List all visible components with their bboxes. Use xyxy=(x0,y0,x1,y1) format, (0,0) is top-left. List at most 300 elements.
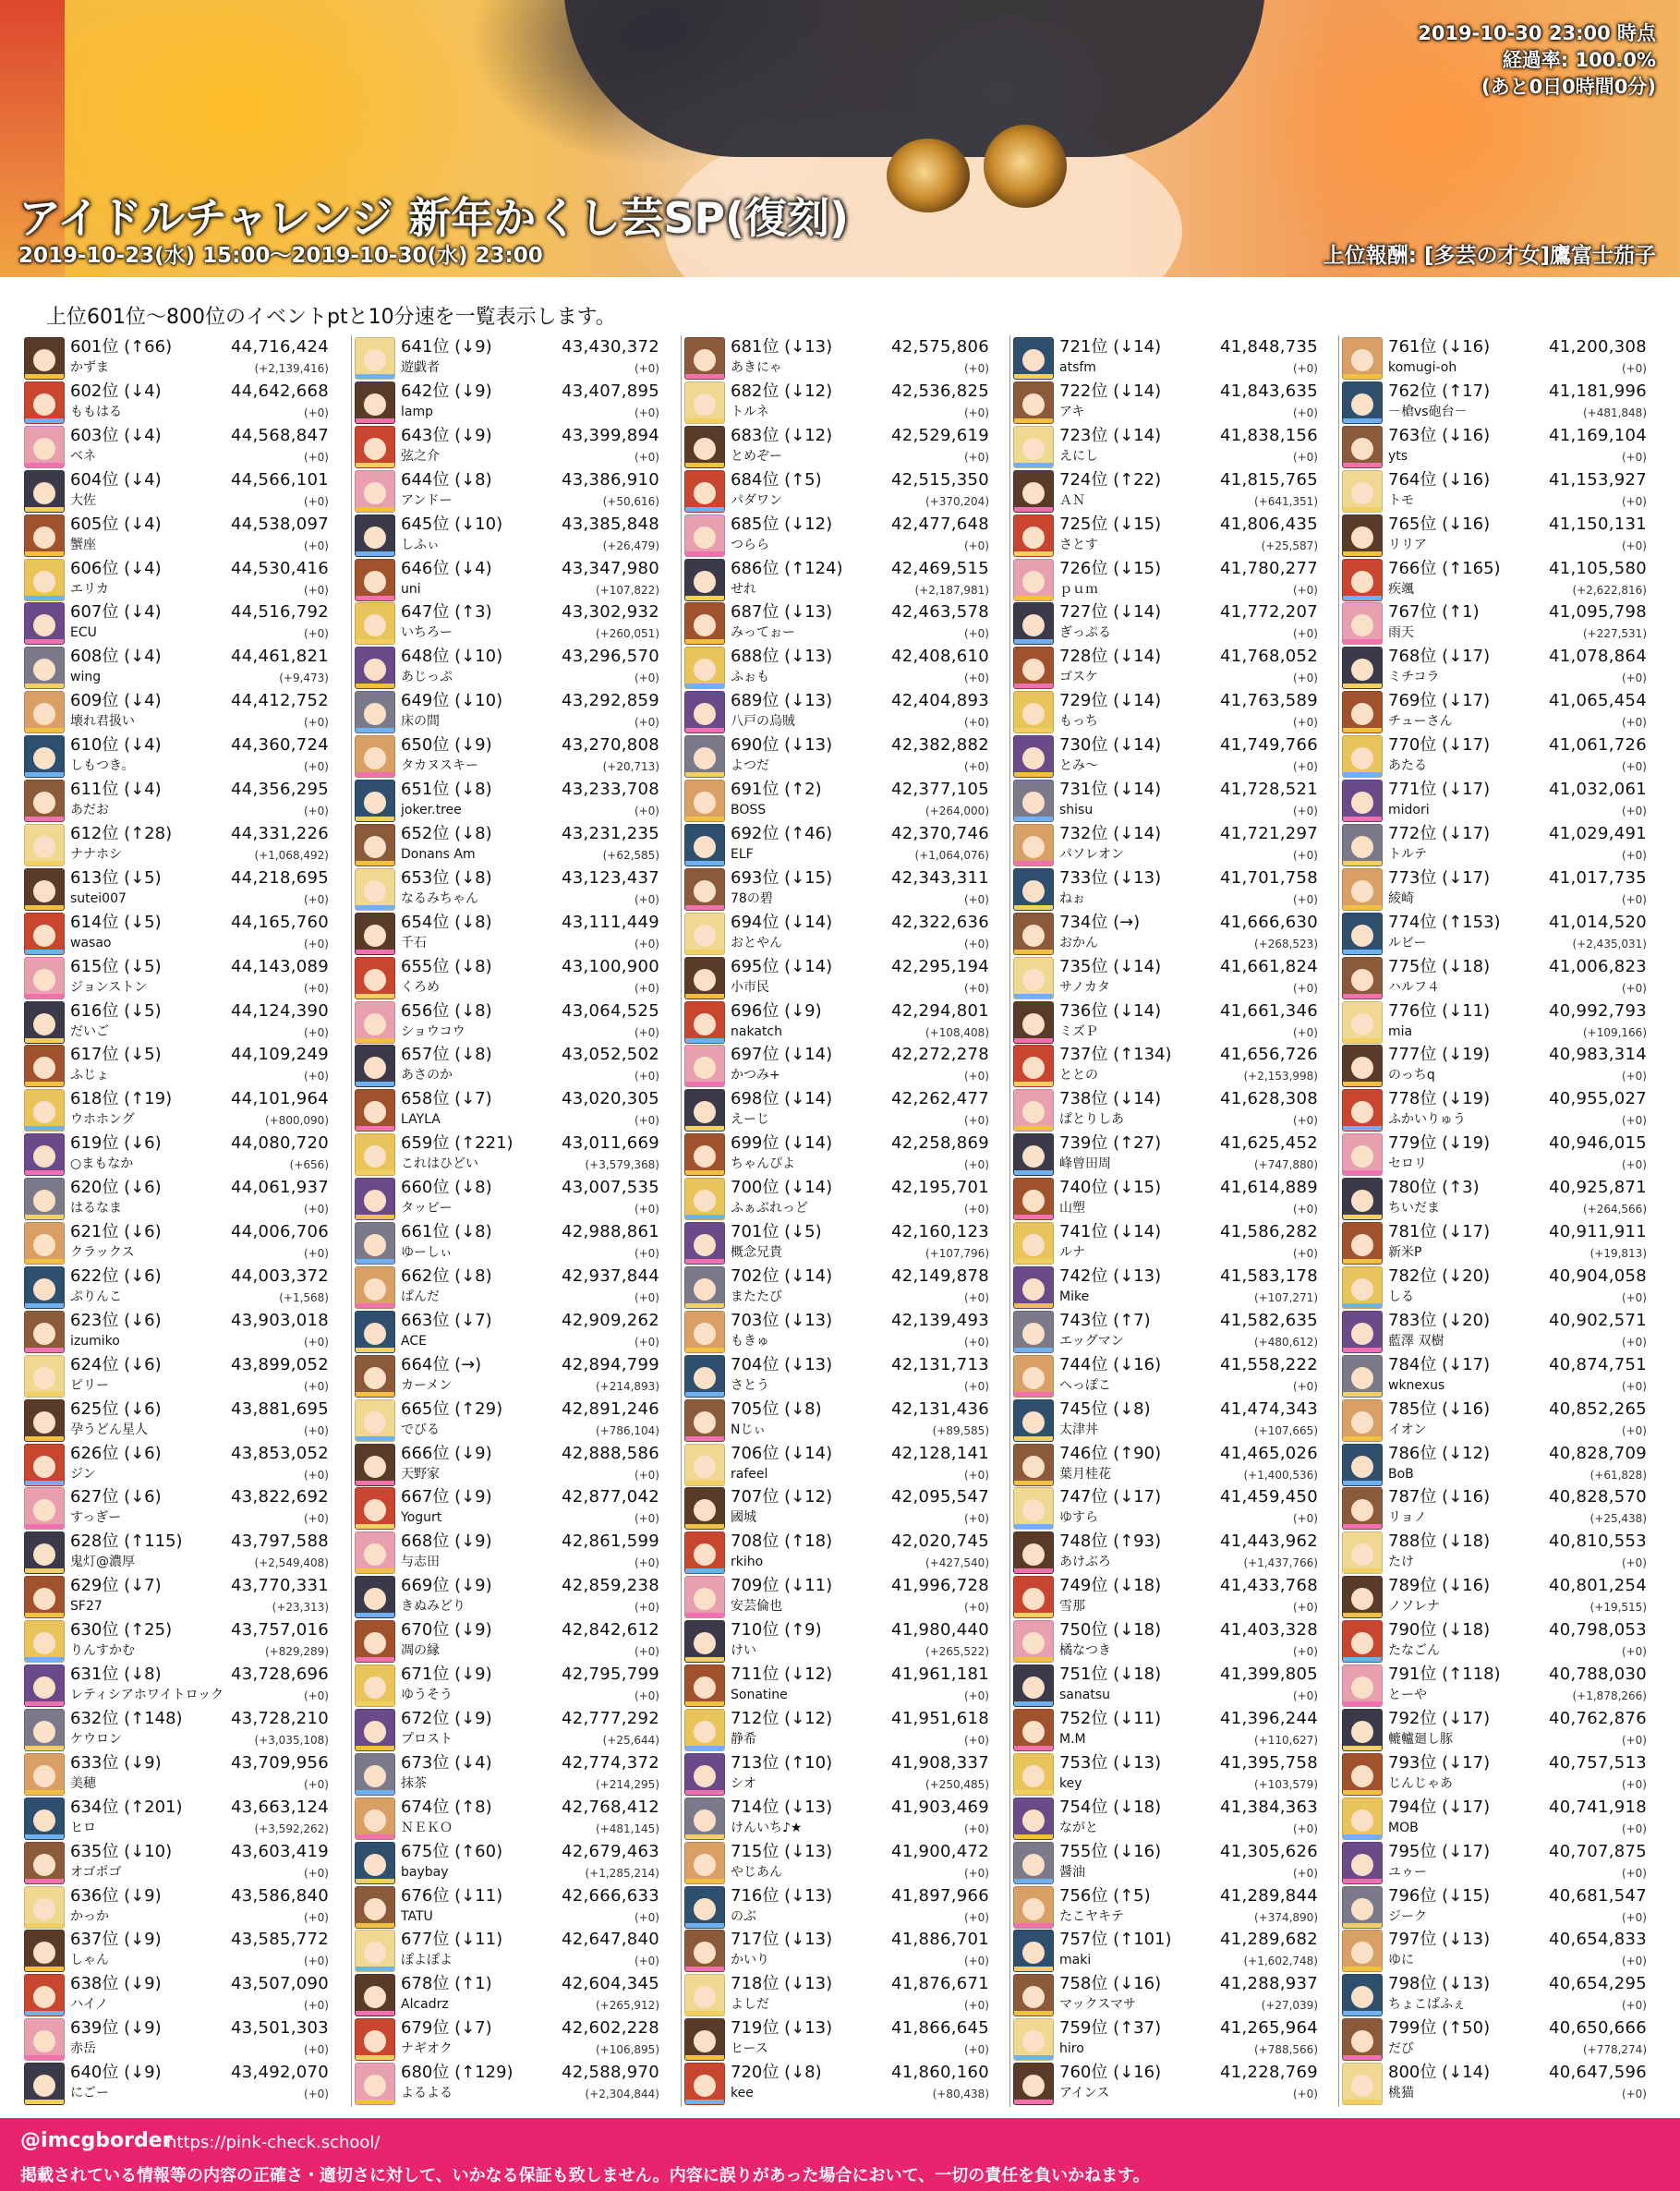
ranking-entry[interactable] xyxy=(20,1796,332,1840)
avatar-rarity-bar xyxy=(1343,1126,1382,1131)
ranking-entry[interactable] xyxy=(351,1574,663,1618)
ranking-entry[interactable] xyxy=(1338,1928,1650,1972)
producer-name: rkiho xyxy=(731,1555,764,1570)
ranking-entry[interactable] xyxy=(1338,1663,1650,1707)
ranking-entry[interactable] xyxy=(1338,1398,1650,1442)
rank-change: 667位 (↓9) xyxy=(401,1487,492,1507)
ranking-entry[interactable] xyxy=(1338,1220,1650,1265)
ranking-entry[interactable] xyxy=(351,1840,663,1884)
ranking-entry[interactable] xyxy=(681,1176,993,1220)
ranking-entry[interactable] xyxy=(20,733,332,778)
ranking-entry[interactable] xyxy=(1338,1442,1650,1486)
ranking-entry[interactable] xyxy=(1338,600,1650,645)
idol-avatar-icon xyxy=(684,780,725,822)
rank-change: 774位 (↑153) xyxy=(1388,912,1501,932)
ranking-entry[interactable] xyxy=(20,645,332,689)
ranking-entry[interactable] xyxy=(351,1132,663,1176)
ranking-entry[interactable] xyxy=(1338,955,1650,999)
ranking-entry[interactable] xyxy=(1338,2016,1650,2061)
ranking-entry[interactable] xyxy=(20,1751,332,1796)
avatar-rarity-bar xyxy=(1343,2011,1382,2015)
ranking-entry[interactable] xyxy=(20,955,332,999)
event-points: 40,992,793 xyxy=(1548,1000,1647,1021)
avatar-rarity-bar xyxy=(1343,817,1382,821)
ranking-entry[interactable] xyxy=(681,1353,993,1398)
ranking-entry[interactable] xyxy=(681,1663,993,1707)
ten-minute-speed: (+0) xyxy=(634,1689,659,1702)
ten-minute-speed: (+0) xyxy=(634,362,659,375)
ranking-entry[interactable] xyxy=(1009,513,1322,557)
ranking-entry[interactable] xyxy=(351,999,663,1044)
ranking-entry[interactable] xyxy=(20,1220,332,1265)
ranking-entry[interactable] xyxy=(20,424,332,468)
avatar-face xyxy=(1351,1234,1373,1256)
avatar-face xyxy=(1022,925,1045,947)
ranking-entry[interactable] xyxy=(1009,2016,1322,2061)
ranking-entry[interactable] xyxy=(1009,1574,1322,1618)
ranking-entry[interactable] xyxy=(1009,645,1322,689)
ranking-entry[interactable] xyxy=(1009,1398,1322,1442)
event-points: 43,903,018 xyxy=(230,1310,329,1330)
ranking-entry[interactable] xyxy=(351,1796,663,1840)
idol-avatar-icon xyxy=(1013,1620,1054,1663)
ranking-entry[interactable] xyxy=(20,1442,332,1486)
producer-name: ちょこぱふぇ xyxy=(1388,1997,1466,2013)
ranking-entry[interactable] xyxy=(681,1220,993,1265)
ranking-entry[interactable] xyxy=(1338,1574,1650,1618)
ranking-entry[interactable] xyxy=(1338,1087,1650,1132)
idol-avatar-icon xyxy=(355,1399,395,1442)
ranking-entry[interactable] xyxy=(681,1928,993,1972)
ranking-entry[interactable] xyxy=(681,2061,993,2105)
avatar-rarity-bar xyxy=(685,950,724,954)
ranking-entry[interactable] xyxy=(20,1265,332,1309)
producer-name: izumiko xyxy=(70,1333,120,1349)
ranking-entry[interactable] xyxy=(351,380,663,424)
ranking-entry[interactable] xyxy=(1009,1840,1322,1884)
avatar-rarity-bar xyxy=(25,950,64,954)
ranking-entry[interactable] xyxy=(351,911,663,955)
ranking-entry[interactable] xyxy=(681,1442,993,1486)
ranking-entry[interactable] xyxy=(20,822,332,866)
ranking-entry[interactable] xyxy=(20,1840,332,1884)
producer-name: 鬼灯@濃厚 xyxy=(70,1555,135,1570)
ranking-entry[interactable] xyxy=(20,1707,332,1751)
avatar-face xyxy=(33,703,55,725)
avatar-rarity-bar xyxy=(685,2055,724,2060)
ranking-entry[interactable] xyxy=(1338,1043,1650,1087)
ranking-entry[interactable] xyxy=(681,1884,993,1929)
avatar-face xyxy=(1351,1145,1373,1168)
avatar-face xyxy=(364,792,386,814)
ranking-entry[interactable] xyxy=(351,1707,663,1751)
rank-change: 727位 (↓14) xyxy=(1059,602,1162,623)
idol-avatar-icon xyxy=(684,1709,725,1751)
ranking-entry[interactable] xyxy=(1338,557,1650,601)
ranking-entry[interactable] xyxy=(351,1928,663,1972)
ranking-entry[interactable] xyxy=(1338,822,1650,866)
rank-change: 665位 (↑29) xyxy=(401,1398,503,1419)
ranking-entry[interactable] xyxy=(1009,1796,1322,1840)
ranking-entry[interactable] xyxy=(1338,380,1650,424)
ranking-entry[interactable] xyxy=(1009,1442,1322,1486)
ranking-entry[interactable] xyxy=(681,999,993,1044)
rank-change: 714位 (↓13) xyxy=(731,1797,833,1817)
ranking-entry[interactable] xyxy=(1009,1132,1322,1176)
ranking-entry[interactable] xyxy=(351,1530,663,1574)
ranking-entry[interactable] xyxy=(1338,733,1650,778)
producer-name: みってぉー xyxy=(731,625,795,641)
ranking-entry[interactable] xyxy=(351,955,663,999)
event-points: 42,774,372 xyxy=(561,1752,659,1773)
ranking-entry[interactable] xyxy=(681,1087,993,1132)
ten-minute-speed: (+9,473) xyxy=(279,672,329,685)
avatar-face xyxy=(694,1145,716,1168)
producer-name: ゆに xyxy=(1388,1953,1414,1968)
event-points: 42,515,350 xyxy=(890,469,989,490)
ranking-entry[interactable] xyxy=(681,513,993,557)
ranking-entry[interactable] xyxy=(351,689,663,733)
avatar-rarity-bar xyxy=(685,639,724,644)
avatar-rarity-bar xyxy=(685,728,724,732)
ranking-entry[interactable] xyxy=(1338,1176,1650,1220)
ranking-entry[interactable] xyxy=(681,778,993,822)
ranking-entry[interactable] xyxy=(1009,557,1322,601)
producer-name: 新米P xyxy=(1388,1245,1422,1260)
avatar-rarity-bar xyxy=(1343,1303,1382,1308)
ranking-entry[interactable] xyxy=(351,1663,663,1707)
ranking-entry[interactable] xyxy=(20,2016,332,2061)
ranking-entry[interactable] xyxy=(351,1220,663,1265)
ranking-entry[interactable] xyxy=(681,1309,993,1353)
ten-minute-speed: (+0) xyxy=(1621,716,1647,730)
ten-minute-speed: (+106,895) xyxy=(595,2043,659,2057)
ranking-entry[interactable] xyxy=(1338,424,1650,468)
ranking-entry[interactable] xyxy=(1338,468,1650,513)
ranking-entry[interactable] xyxy=(681,911,993,955)
ranking-entry[interactable] xyxy=(1338,866,1650,911)
ranking-entry[interactable] xyxy=(1338,1618,1650,1663)
ranking-entry[interactable] xyxy=(20,380,332,424)
ten-minute-speed: (+80,438) xyxy=(932,2088,989,2101)
rank-change: 696位 (↓9) xyxy=(731,1000,822,1021)
ranking-entry[interactable] xyxy=(681,600,993,645)
ranking-entry[interactable] xyxy=(351,424,663,468)
producer-name: 桃猫 xyxy=(1388,2086,1414,2101)
ranking-entry[interactable] xyxy=(681,1530,993,1574)
ranking-entry[interactable] xyxy=(20,1618,332,1663)
ranking-entry[interactable] xyxy=(681,955,993,999)
avatar-face xyxy=(1351,1588,1373,1610)
ranking-entry[interactable] xyxy=(20,600,332,645)
ranking-entry[interactable] xyxy=(351,1618,663,1663)
avatar-rarity-bar xyxy=(356,1481,394,1485)
ranking-entry[interactable] xyxy=(681,1840,993,1884)
ranking-entry[interactable] xyxy=(681,822,993,866)
event-points: 43,603,419 xyxy=(230,1841,329,1861)
ranking-entry[interactable] xyxy=(351,866,663,911)
ranking-entry[interactable] xyxy=(1009,1043,1322,1087)
rank-change: 633位 (↓9) xyxy=(70,1752,162,1773)
ranking-entry[interactable] xyxy=(1338,513,1650,557)
ten-minute-speed: (+480,612) xyxy=(1253,1335,1318,1349)
ranking-entry[interactable] xyxy=(1338,1132,1650,1176)
rank-change: 756位 (↑5) xyxy=(1059,1885,1151,1906)
ranking-entry[interactable] xyxy=(20,1043,332,1087)
ranking-entry[interactable] xyxy=(681,1707,993,1751)
ranking-entry[interactable] xyxy=(1338,1840,1650,1884)
ranking-entry[interactable] xyxy=(1009,1618,1322,1663)
ranking-entry[interactable] xyxy=(1009,955,1322,999)
ranking-entry[interactable] xyxy=(20,999,332,1044)
avatar-rarity-bar xyxy=(356,1657,394,1662)
ranking-entry[interactable] xyxy=(1338,1972,1650,2016)
ranking-entry[interactable] xyxy=(1009,1309,1322,1353)
ranking-entry[interactable] xyxy=(351,733,663,778)
ranking-entry[interactable] xyxy=(1009,335,1322,380)
ranking-entry[interactable] xyxy=(1338,689,1650,733)
rank-change: 689位 (↓13) xyxy=(731,691,833,711)
ranking-entry[interactable] xyxy=(681,424,993,468)
idol-avatar-icon xyxy=(1342,1974,1383,2016)
ranking-entry[interactable] xyxy=(1338,645,1650,689)
ranking-entry[interactable] xyxy=(20,513,332,557)
ranking-entry[interactable] xyxy=(20,468,332,513)
idol-avatar-icon xyxy=(355,1531,395,1574)
ranking-entry[interactable] xyxy=(351,1087,663,1132)
ranking-entry[interactable] xyxy=(1338,1884,1650,1929)
ranking-entry[interactable] xyxy=(20,1485,332,1530)
ranking-entry[interactable] xyxy=(681,1398,993,1442)
ranking-entry[interactable] xyxy=(681,645,993,689)
ranking-entry[interactable] xyxy=(20,689,332,733)
idol-avatar-icon xyxy=(1013,691,1054,733)
ranking-entry[interactable] xyxy=(20,1928,332,1972)
ranking-entry[interactable] xyxy=(1009,1884,1322,1929)
idol-avatar-icon xyxy=(1342,1753,1383,1796)
ranking-entry[interactable] xyxy=(351,1442,663,1486)
ranking-entry[interactable] xyxy=(351,1972,663,2016)
ranking-entry[interactable] xyxy=(1009,1265,1322,1309)
ranking-entry[interactable] xyxy=(1009,600,1322,645)
ranking-entry[interactable] xyxy=(681,1972,993,2016)
ranking-entry[interactable] xyxy=(1338,335,1650,380)
ten-minute-speed: (+656) xyxy=(289,1158,329,1172)
ranking-entry[interactable] xyxy=(1338,1485,1650,1530)
ranking-entry[interactable] xyxy=(1009,1087,1322,1132)
ranking-entry[interactable] xyxy=(351,1176,663,1220)
ranking-entry[interactable] xyxy=(351,1884,663,1929)
ranking-entry[interactable] xyxy=(1338,1353,1650,1398)
producer-name: ウホホング xyxy=(70,1112,135,1128)
ten-minute-speed: (+0) xyxy=(1292,981,1318,995)
ranking-entry[interactable] xyxy=(1009,1751,1322,1796)
rank-change: 745位 (↓8) xyxy=(1059,1398,1151,1419)
idol-avatar-icon xyxy=(355,470,395,513)
twitter-handle[interactable]: @imcgborder xyxy=(20,2129,173,2152)
ten-minute-speed: (+0) xyxy=(963,672,989,685)
ranking-entry[interactable] xyxy=(1009,1485,1322,1530)
avatar-rarity-bar xyxy=(685,994,724,999)
avatar-rarity-bar xyxy=(356,1568,394,1573)
idol-avatar-icon xyxy=(684,735,725,778)
ranking-entry[interactable] xyxy=(681,380,993,424)
ranking-entry[interactable] xyxy=(351,645,663,689)
ranking-entry[interactable] xyxy=(1009,1353,1322,1398)
ranking-entry[interactable] xyxy=(1009,689,1322,733)
idol-avatar-icon xyxy=(355,381,395,424)
ranking-entry[interactable] xyxy=(351,468,663,513)
ranking-entry[interactable] xyxy=(20,1574,332,1618)
ranking-entry[interactable] xyxy=(681,1574,993,1618)
ranking-entry[interactable] xyxy=(1338,911,1650,955)
ranking-entry[interactable] xyxy=(1338,999,1650,1044)
ranking-entry[interactable] xyxy=(20,1176,332,1220)
ranking-entry[interactable] xyxy=(351,335,663,380)
idol-avatar-icon xyxy=(1013,1842,1054,1884)
ranking-entry[interactable] xyxy=(351,1485,663,1530)
avatar-rarity-bar xyxy=(1014,1834,1053,1839)
ranking-entry[interactable] xyxy=(681,2016,993,2061)
ranking-entry[interactable] xyxy=(351,1309,663,1353)
ranking-entry[interactable] xyxy=(351,1751,663,1796)
ranking-entry[interactable] xyxy=(681,733,993,778)
ranking-entry[interactable] xyxy=(1009,1972,1322,2016)
ranking-entry[interactable] xyxy=(351,1043,663,1087)
ten-minute-speed: (+0) xyxy=(303,1999,329,2013)
ranking-entry[interactable] xyxy=(1338,1707,1650,1751)
ranking-entry[interactable] xyxy=(1009,911,1322,955)
ranking-entry[interactable] xyxy=(1009,1663,1322,1707)
ranking-entry[interactable] xyxy=(351,557,663,601)
ranking-entry[interactable] xyxy=(351,1353,663,1398)
avatar-face xyxy=(33,747,55,769)
ranking-entry[interactable] xyxy=(20,1087,332,1132)
ranking-entry[interactable] xyxy=(1338,778,1650,822)
site-url[interactable]: https://pink-check.school/ xyxy=(166,2133,381,2152)
ranking-entry[interactable] xyxy=(681,1796,993,1840)
ten-minute-speed: (+0) xyxy=(303,1335,329,1349)
ranking-entry[interactable] xyxy=(351,1265,663,1309)
producer-name: あたる xyxy=(1388,758,1427,774)
ranking-entry[interactable] xyxy=(1338,1530,1650,1574)
ranking-entry[interactable] xyxy=(1338,1309,1650,1353)
idol-avatar-icon xyxy=(1013,1045,1054,1087)
ranking-entry[interactable] xyxy=(681,468,993,513)
ranking-entry[interactable] xyxy=(681,1618,993,1663)
ranking-entry[interactable] xyxy=(20,1132,332,1176)
ranking-entry[interactable] xyxy=(20,1884,332,1929)
producer-name: イオン xyxy=(1388,1422,1427,1437)
ranking-entry[interactable] xyxy=(351,600,663,645)
ranking-entry[interactable] xyxy=(351,513,663,557)
ranking-entry[interactable] xyxy=(351,822,663,866)
ranking-entry[interactable] xyxy=(20,911,332,955)
ranking-entry[interactable] xyxy=(20,866,332,911)
ranking-entry[interactable] xyxy=(351,1398,663,1442)
avatar-rarity-bar xyxy=(685,1657,724,1662)
avatar-rarity-bar xyxy=(356,1701,394,1706)
ten-minute-speed: (+107,271) xyxy=(1253,1290,1318,1304)
ranking-entry[interactable] xyxy=(1009,2061,1322,2105)
ranking-entry[interactable] xyxy=(1009,424,1322,468)
ranking-entry[interactable] xyxy=(20,557,332,601)
event-points: 40,757,513 xyxy=(1548,1752,1647,1773)
rank-change: 637位 (↓9) xyxy=(70,1930,162,1950)
avatar-rarity-bar xyxy=(356,772,394,777)
ranking-entry[interactable] xyxy=(681,866,993,911)
avatar-rarity-bar xyxy=(25,1259,64,1264)
event-points: 40,707,875 xyxy=(1548,1841,1647,1861)
ranking-entry[interactable] xyxy=(681,1132,993,1176)
ranking-entry[interactable] xyxy=(20,2061,332,2105)
ranking-entry[interactable] xyxy=(1009,822,1322,866)
ranking-entry[interactable] xyxy=(1009,1928,1322,1972)
ten-minute-speed: (+0) xyxy=(634,1645,659,1659)
ranking-entry[interactable] xyxy=(681,335,993,380)
ranking-entry[interactable] xyxy=(1009,866,1322,911)
ranking-entry[interactable] xyxy=(20,1353,332,1398)
producer-name: ぱんだ xyxy=(401,1289,440,1304)
ranking-entry[interactable] xyxy=(1009,380,1322,424)
idol-avatar-icon xyxy=(1342,1266,1383,1309)
ranking-entry[interactable] xyxy=(1009,468,1322,513)
ranking-entry[interactable] xyxy=(1009,1220,1322,1265)
event-points: 43,492,070 xyxy=(230,2063,329,2083)
ranking-entry[interactable] xyxy=(681,557,993,601)
event-points: 43,007,535 xyxy=(561,1178,659,1198)
idol-avatar-icon xyxy=(1013,1355,1054,1398)
ranking-entry[interactable] xyxy=(1338,1751,1650,1796)
ten-minute-speed: (+0) xyxy=(303,1955,329,1968)
ranking-entry[interactable] xyxy=(1009,1530,1322,1574)
ranking-entry[interactable] xyxy=(1009,733,1322,778)
ranking-entry[interactable] xyxy=(681,1265,993,1309)
ranking-entry[interactable] xyxy=(20,1309,332,1353)
ranking-entry[interactable] xyxy=(1009,1707,1322,1751)
ten-minute-speed: (+26,479) xyxy=(602,539,659,552)
ranking-entry[interactable] xyxy=(351,778,663,822)
ten-minute-speed: (+0) xyxy=(634,1556,659,1570)
ranking-entry[interactable] xyxy=(20,1972,332,2016)
avatar-face xyxy=(694,1986,716,2008)
ranking-entry[interactable] xyxy=(20,335,332,380)
avatar-rarity-bar xyxy=(685,507,724,512)
ranking-entry[interactable] xyxy=(20,1398,332,1442)
rank-change: 616位 (↓5) xyxy=(70,1000,162,1021)
ranking-entry[interactable] xyxy=(1338,1796,1650,1840)
rank-change: 800位 (↓14) xyxy=(1388,2063,1491,2083)
ranking-entry[interactable] xyxy=(1338,2061,1650,2105)
ranking-entry[interactable] xyxy=(351,2061,663,2105)
ranking-entry[interactable] xyxy=(681,1043,993,1087)
ranking-entry[interactable] xyxy=(20,778,332,822)
ranking-entry[interactable] xyxy=(351,2016,663,2061)
ranking-entry[interactable] xyxy=(681,689,993,733)
ranking-entry[interactable] xyxy=(1009,778,1322,822)
ranking-entry[interactable] xyxy=(1009,999,1322,1044)
ranking-entry[interactable] xyxy=(681,1485,993,1530)
ranking-entry[interactable] xyxy=(20,1530,332,1574)
ranking-entry[interactable] xyxy=(1009,1176,1322,1220)
idol-avatar-icon xyxy=(1342,1001,1383,1044)
producer-name: ぷりんこ xyxy=(70,1289,122,1304)
idol-avatar-icon xyxy=(355,691,395,733)
ranking-entry[interactable] xyxy=(20,1663,332,1707)
ranking-entry[interactable] xyxy=(1338,1265,1650,1309)
avatar-rarity-bar xyxy=(1014,1790,1053,1795)
ranking-entry[interactable] xyxy=(681,1751,993,1796)
